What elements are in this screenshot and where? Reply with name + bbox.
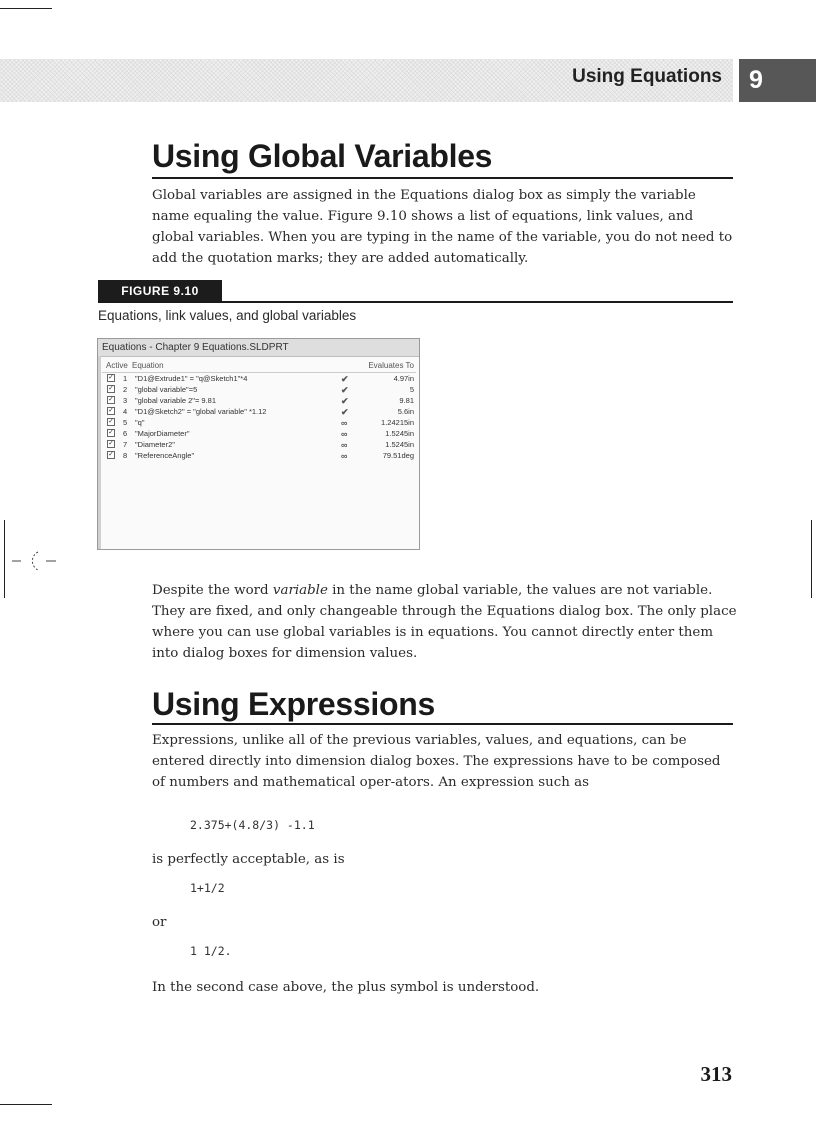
paragraph-text: Despite the word <box>152 583 273 598</box>
equation-text: "D1@Extrude1" = "q@Sketch1"*4 <box>135 374 248 383</box>
equation-row <box>102 373 416 384</box>
crop-mark <box>0 8 52 9</box>
row-number: 3 <box>123 396 128 405</box>
column-evaluates: Evaluates To <box>368 361 414 370</box>
checkmark-icon: ✔ <box>341 385 349 395</box>
equation-text: "Diameter2" <box>135 440 175 449</box>
active-checkbox: ✓ <box>108 451 114 458</box>
section-heading-expressions: Using Expressions <box>152 686 435 722</box>
paragraph-global-variables: Global variables are assigned in the Equations dialog box as simply the variable name equaling the value. Figure 9.10 shows a list of equations, link values, and global variables. When you are typing in the name of the variable, you do not need to add the quotation marks; they are added automatically. <box>152 188 733 266</box>
equation-row <box>102 450 416 461</box>
crop-mark <box>0 1104 52 1105</box>
equation-list <box>102 373 416 461</box>
page-number: 313 <box>700 1062 732 1086</box>
row-number: 2 <box>123 385 128 394</box>
code-expression-2: 1+1/2 <box>190 881 225 895</box>
checkmark-icon: ✔ <box>341 396 349 406</box>
evaluated-value: 4.97in <box>393 374 414 383</box>
row-number: 4 <box>123 407 128 416</box>
dialog-left-edge <box>98 356 101 549</box>
equation-row <box>102 406 416 417</box>
active-checkbox: ✓ <box>108 407 114 414</box>
column-active: Active <box>106 361 128 370</box>
paragraph-closing: In the second case above, the plus symbol is understood. <box>152 980 540 995</box>
equation-text: "global variable"=5 <box>135 385 198 394</box>
equation-row <box>102 417 416 428</box>
row-number: 1 <box>123 374 128 383</box>
checkmark-icon: ✔ <box>341 374 349 384</box>
figure-caption: Equations, link values, and global variables <box>98 308 357 323</box>
row-number: 6 <box>123 429 128 438</box>
link-icon: ∞ <box>341 429 348 439</box>
checkmark-icon: ✔ <box>341 407 349 417</box>
heading-rule <box>152 177 733 179</box>
active-checkbox: ✓ <box>108 429 114 436</box>
active-checkbox: ✓ <box>108 385 114 392</box>
crop-mark <box>811 520 812 598</box>
equation-text: "D1@Sketch2" = "global variable" *1.12 <box>135 407 267 416</box>
row-number: 7 <box>123 440 128 449</box>
section-heading-global-variables: Using Global Variables <box>152 138 493 174</box>
evaluated-value: 1.5245in <box>385 429 414 438</box>
figure-rule <box>98 301 733 303</box>
heading-rule <box>152 723 733 725</box>
evaluated-value: 1.24215in <box>381 418 414 427</box>
dialog-title: Equations - Chapter 9 Equations.SLDPRT <box>98 339 419 357</box>
equation-row <box>102 428 416 439</box>
paragraph-or: or <box>152 915 167 930</box>
equation-row <box>102 384 416 395</box>
link-icon: ∞ <box>341 451 348 461</box>
code-expression-3: 1 1/2. <box>190 944 232 958</box>
evaluated-value: 79.51deg <box>382 451 414 460</box>
paragraph-variable-note <box>152 580 737 664</box>
evaluated-value: 5.6in <box>397 407 414 416</box>
emphasis-variable: variable <box>272 583 328 598</box>
equation-text: "MajorDiameter" <box>135 429 190 438</box>
registration-mark <box>12 548 56 574</box>
paragraph-text: in the name global variable, the values are not variable. They are fixed, and only changeable through the Equations dialog box. The only place where you can use global variables is in equations. You cannot directly enter them into dialog boxes for dimension values. <box>152 583 737 661</box>
link-icon: ∞ <box>341 440 348 450</box>
active-checkbox: ✓ <box>108 374 114 381</box>
chapter-number-tab: 9 <box>739 59 816 102</box>
row-number: 8 <box>123 451 128 460</box>
equation-row <box>102 439 416 450</box>
active-checkbox: ✓ <box>108 418 114 425</box>
dialog-column-header <box>102 360 416 373</box>
running-head: Using Equations <box>572 66 722 87</box>
paragraph-expressions: Expressions, unlike all of the previous variables, values, and equations, can be entered directly into dimension dialog boxes. The expressions have to be composed of numbers and mathematical oper-ators. An expression such as <box>152 733 721 790</box>
active-checkbox: ✓ <box>108 440 114 447</box>
code-expression-1: 2.375+(4.8/3) -1.1 <box>190 818 315 832</box>
row-number: 5 <box>123 418 128 427</box>
equations-dialog-screenshot <box>97 338 420 550</box>
equation-row <box>102 395 416 406</box>
column-equation: Equation <box>132 361 164 370</box>
evaluated-value: 9.81 <box>399 396 414 405</box>
active-checkbox: ✓ <box>108 396 114 403</box>
equation-text: "global variable 2"= 9.81 <box>135 396 217 405</box>
figure-label: FIGURE 9.10 <box>98 280 222 302</box>
crop-mark <box>4 520 5 598</box>
paragraph-acceptable: is perfectly acceptable, as is <box>152 852 345 867</box>
evaluated-value: 1.5245in <box>385 440 414 449</box>
equation-text: "ReferenceAngle" <box>135 451 195 460</box>
equation-text: "q" <box>135 418 145 427</box>
link-icon: ∞ <box>341 418 348 428</box>
evaluated-value: 5 <box>409 385 414 394</box>
